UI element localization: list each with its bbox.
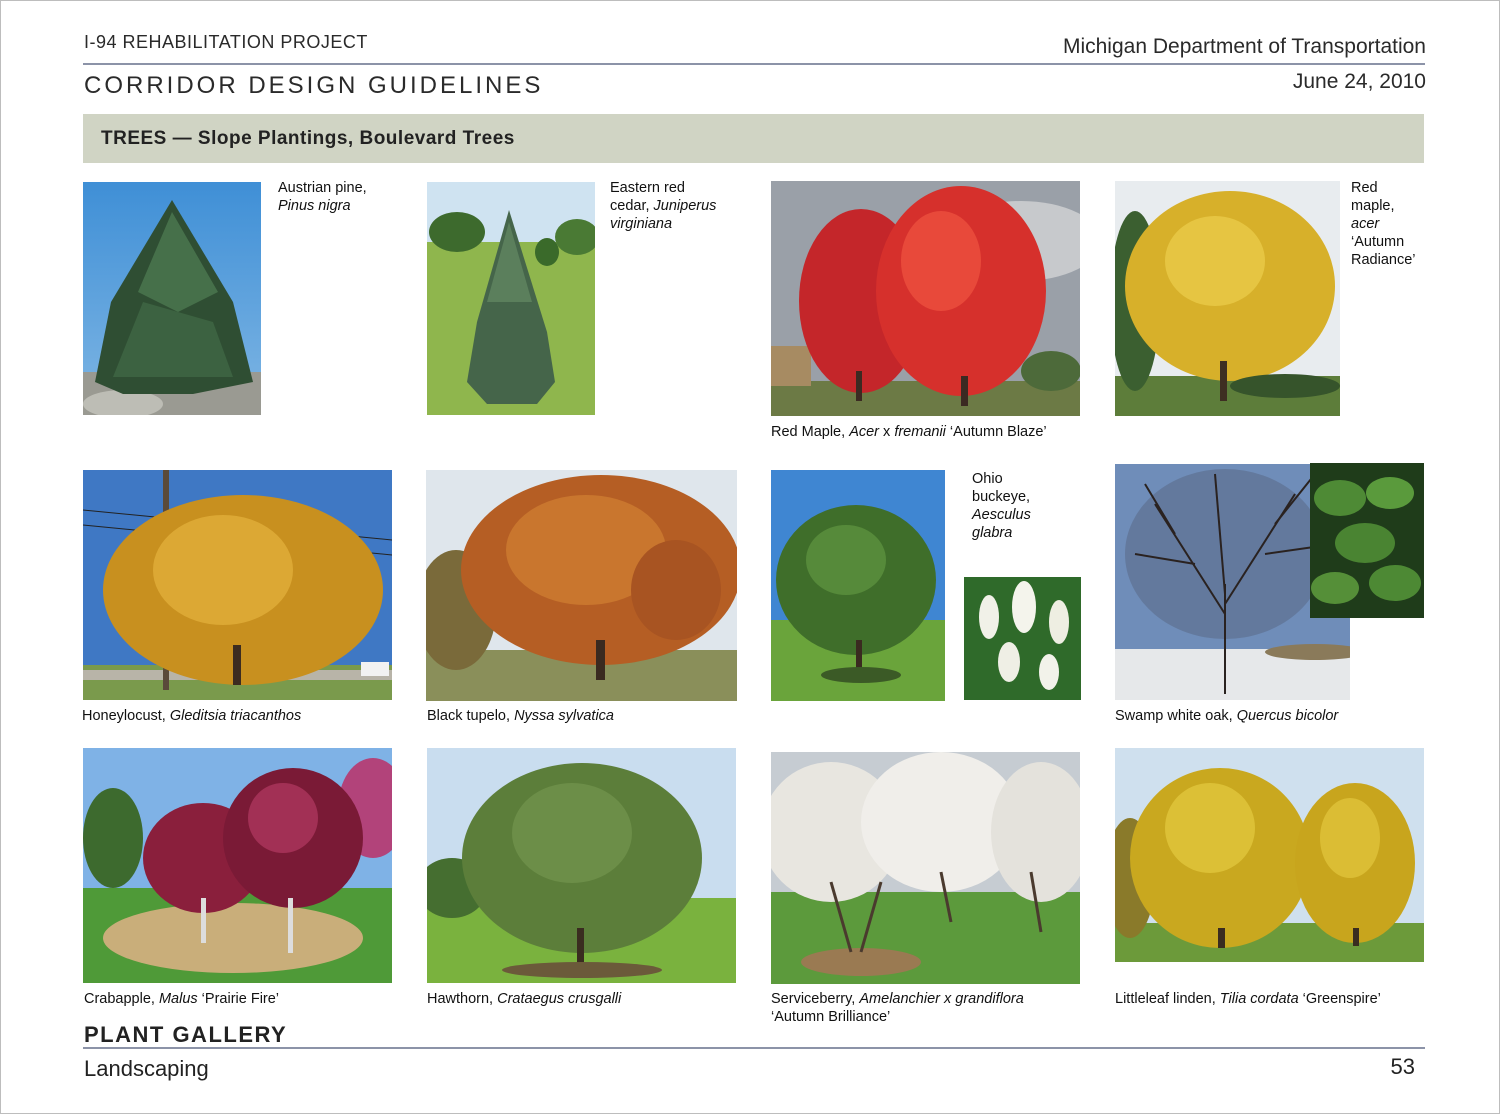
footer-divider [83,1047,1425,1049]
hawthorn-photo [427,748,736,983]
page-number: 53 [1390,1054,1415,1079]
hawthorn-caption: Hawthorn, Crataegus crusgalli [427,991,622,1007]
crabapple-photo [83,748,392,983]
littleleaf-linden-caption: Littleleaf linden, Tilia cordata ‘Greenspire’ [1115,991,1381,1007]
gallery-title: PLANT GALLERY [84,1022,288,1047]
black-tupelo-caption: Black tupelo, Nyssa sylvatica [427,708,614,724]
austrian-pine-caption: Austrian pine, Pinus nigra [278,180,367,214]
agency-name: Michigan Department of Transportation [1062,35,1426,58]
ohio-buckeye-photo [771,470,945,701]
project-title: I-94 REHABILITATION PROJECT [84,32,368,52]
eastern-red-cedar-photo [427,182,595,415]
austrian-pine-photo [83,182,261,415]
document-date: June 24, 2010 [1292,70,1426,93]
crabapple-caption: Crabapple, Malus ‘Prairie Fire’ [84,991,280,1007]
red-maple-autumn-blaze-photo [771,181,1080,416]
serviceberry-caption: Serviceberry, Amelanchier x grandiflora ‘Autumn Brilliance’ [771,991,1024,1025]
swamp-white-oak-leaf-inset [1310,463,1424,618]
littleleaf-linden-photo [1115,748,1424,962]
eastern-red-cedar-caption: Eastern red cedar, Juniperus virginiana [610,180,717,232]
ohio-buckeye-caption: Ohio buckeye, Aesculus glabra [972,471,1031,541]
honeylocust-photo [83,470,392,700]
category-title: TREES — Slope Plantings, Boulevard Trees [101,128,515,149]
red-maple-autumn-blaze-caption: Red Maple, Acer x fremanii ‘Autumn Blaze’ [771,424,1047,440]
swamp-white-oak-caption: Swamp white oak, Quercus bicolor [1115,708,1339,724]
category-band [83,114,1424,163]
header-divider [83,63,1425,65]
ohio-buckeye-flower-inset [964,577,1081,700]
gallery-subtitle: Landscaping [84,1056,209,1081]
section-title: CORRIDOR DESIGN GUIDELINES [84,72,544,99]
honeylocust-caption: Honeylocust, Gleditsia triacanthos [82,708,302,724]
black-tupelo-photo [426,470,737,701]
red-maple-autumn-radiance-photo [1115,181,1340,416]
red-maple-autumn-radiance-caption: Red maple, acer ‘Autumn Radiance’ [1351,180,1416,268]
serviceberry-photo [771,752,1080,984]
